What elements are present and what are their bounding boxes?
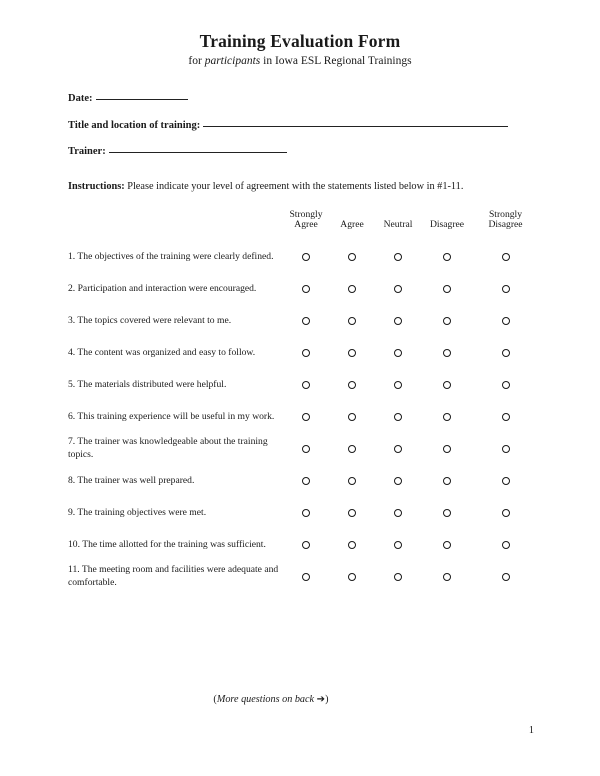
radio-cell[interactable] [473,305,538,337]
radio-button[interactable] [302,349,310,357]
radio-button[interactable] [348,573,356,581]
title-block [0,32,600,69]
radio-button[interactable] [502,413,510,421]
radio-cell[interactable] [329,465,375,497]
radio-cell[interactable] [473,561,538,593]
radio-cell[interactable] [473,433,538,465]
radio-cell[interactable] [329,529,375,561]
column-header-line: Strongly [488,208,523,220]
radio-button[interactable] [443,349,451,357]
radio-cell[interactable] [421,529,473,561]
radio-cell[interactable] [473,273,538,305]
statement-text: 10. The time allotted for the training was sufficient. [68,538,266,550]
radio-button[interactable] [394,381,402,389]
table-row [68,433,538,465]
radio-cell[interactable] [375,465,421,497]
radio-cell[interactable] [375,433,421,465]
radio-cell[interactable] [329,369,375,401]
radio-button[interactable] [502,285,510,293]
radio-button[interactable] [502,477,510,485]
title-location-label: Title and location of training: [68,119,201,131]
radio-cell[interactable] [329,305,375,337]
radio-button[interactable] [443,413,451,421]
radio-button[interactable] [348,253,356,261]
column-header-agree [329,210,375,241]
footer-open-paren: ( [213,694,217,705]
radio-cell[interactable] [473,497,538,529]
field-row-date [68,93,600,106]
table-row [68,497,538,529]
radio-cell[interactable] [283,529,329,561]
radio-cell[interactable] [283,337,329,369]
radio-button[interactable] [302,445,310,453]
right-arrow-icon: ➔ [316,694,326,705]
likert-body [68,241,538,593]
radio-cell[interactable] [473,465,538,497]
radio-cell[interactable] [283,465,329,497]
radio-cell[interactable] [421,497,473,529]
field-row-title-location [68,120,600,133]
radio-cell[interactable] [329,337,375,369]
field-row-trainer [68,146,600,159]
statement-text: 1. The objectives of the training were clearly defined. [68,250,274,262]
radio-cell[interactable] [375,401,421,433]
radio-cell[interactable] [283,305,329,337]
statement-text: 4. The content was organized and easy to follow. [68,346,256,358]
radio-cell[interactable] [421,369,473,401]
radio-cell[interactable] [375,241,421,273]
radio-cell[interactable] [329,497,375,529]
radio-cell[interactable] [375,561,421,593]
column-header-line: Agree [340,219,364,231]
radio-button[interactable] [443,285,451,293]
radio-cell[interactable] [473,337,538,369]
subtitle-emphasis: participants [204,55,261,68]
statement-text: 3. The topics covered were relevant to me. [68,314,232,326]
page-subtitle [0,55,600,69]
radio-cell[interactable] [283,369,329,401]
subtitle-prefix: for [188,55,205,68]
instructions-lead: Instructions: [68,180,125,192]
radio-button[interactable] [302,285,310,293]
radio-cell[interactable] [329,401,375,433]
radio-cell[interactable] [473,529,538,561]
statement-text: 8. The trainer was well prepared. [68,474,195,486]
radio-button[interactable] [302,477,310,485]
table-row [68,401,538,433]
radio-button[interactable] [443,445,451,453]
likert-table [68,210,538,593]
radio-button[interactable] [502,381,510,389]
statement-text: 5. The materials distributed were helpful. [68,378,227,390]
radio-button[interactable] [443,317,451,325]
radio-cell[interactable] [421,273,473,305]
table-row [68,561,538,593]
page-title: Training Evaluation Form [199,31,401,51]
trainer-input[interactable] [109,152,287,153]
footer-close-paren: ) [325,694,329,705]
radio-cell[interactable] [421,561,473,593]
radio-button[interactable] [302,509,310,517]
radio-button[interactable] [394,253,402,261]
radio-button[interactable] [502,349,510,357]
table-row [68,465,538,497]
date-input[interactable] [96,99,188,100]
radio-button[interactable] [302,413,310,421]
column-header-line: Neutral [383,219,413,231]
table-row [68,529,538,561]
radio-cell[interactable] [375,497,421,529]
radio-button[interactable] [502,317,510,325]
radio-button[interactable] [348,477,356,485]
title-location-input[interactable] [203,126,508,127]
radio-button[interactable] [348,413,356,421]
column-header-strongly-agree [283,210,329,241]
column-header-neutral [375,210,421,241]
radio-button[interactable] [302,253,310,261]
radio-button[interactable] [502,445,510,453]
header-fields [0,93,600,159]
radio-button[interactable] [394,477,402,485]
radio-button[interactable] [443,477,451,485]
radio-button[interactable] [348,509,356,517]
radio-button[interactable] [443,541,451,549]
radio-cell[interactable] [473,241,538,273]
table-row [68,241,538,273]
statement-text: 7. The trainer was knowledgeable about the training topics. [68,436,268,461]
trainer-label: Trainer: [68,146,106,158]
instructions [0,181,600,194]
radio-button[interactable] [443,253,451,261]
radio-button[interactable] [502,541,510,549]
statement-text: 11. The meeting room and facilities were adequate and comfortable. [68,564,279,589]
table-row [68,337,538,369]
column-header-line: Disagree [429,219,465,231]
column-header-strongly-disagree [473,210,538,241]
radio-cell[interactable] [375,369,421,401]
radio-cell[interactable] [421,465,473,497]
radio-button[interactable] [302,573,310,581]
radio-button[interactable] [443,573,451,581]
radio-cell[interactable] [283,433,329,465]
radio-cell[interactable] [473,369,538,401]
radio-button[interactable] [394,541,402,549]
statement-column-header [68,210,283,241]
radio-cell[interactable] [283,561,329,593]
column-header-line: Agree [294,219,318,231]
table-row [68,305,538,337]
radio-cell[interactable] [375,305,421,337]
radio-button[interactable] [302,541,310,549]
radio-button[interactable] [348,349,356,357]
date-label: Date: [68,93,93,105]
radio-cell[interactable] [375,273,421,305]
radio-cell[interactable] [421,433,473,465]
radio-button[interactable] [394,509,402,517]
radio-cell[interactable] [421,401,473,433]
subtitle-suffix: in Iowa ESL Regional Trainings [260,55,412,68]
radio-cell[interactable] [329,561,375,593]
statement-text: 2. Participation and interaction were encouraged. [68,282,257,294]
radio-cell[interactable] [375,529,421,561]
likert-header-row [68,210,538,241]
radio-button[interactable] [348,381,356,389]
radio-cell[interactable] [375,337,421,369]
radio-button[interactable] [394,573,402,581]
radio-button[interactable] [443,509,451,517]
radio-cell[interactable] [329,273,375,305]
radio-cell[interactable] [283,401,329,433]
radio-button[interactable] [348,541,356,549]
footer-note [0,694,600,705]
column-header-line: Disagree [488,219,523,231]
radio-button[interactable] [348,285,356,293]
table-row [68,369,538,401]
table-row [68,273,538,305]
column-header-line: Strongly [289,208,323,220]
radio-cell[interactable] [283,241,329,273]
radio-button[interactable] [394,445,402,453]
radio-cell[interactable] [329,241,375,273]
radio-button[interactable] [394,285,402,293]
footer-note-text: More questions on back [216,694,317,705]
likert-matrix [0,210,600,593]
radio-cell[interactable] [329,433,375,465]
radio-cell[interactable] [421,305,473,337]
radio-button[interactable] [302,381,310,389]
statement-text: 6. This training experience will be useful in my work. [68,410,275,422]
page-number: 1 [528,725,534,736]
instructions-text: Please indicate your level of agreement with the statements listed below in #1-11. [124,180,464,192]
radio-button[interactable] [348,445,356,453]
radio-cell[interactable] [283,273,329,305]
radio-button[interactable] [302,317,310,325]
column-header-disagree [421,210,473,241]
radio-cell[interactable] [421,241,473,273]
radio-button[interactable] [502,253,510,261]
radio-button[interactable] [394,413,402,421]
radio-button[interactable] [394,349,402,357]
radio-button[interactable] [394,317,402,325]
radio-cell[interactable] [421,337,473,369]
radio-button[interactable] [502,509,510,517]
radio-cell[interactable] [473,401,538,433]
statement-text: 9. The training objectives were met. [68,506,207,518]
radio-button[interactable] [443,381,451,389]
radio-cell[interactable] [283,497,329,529]
radio-button[interactable] [502,573,510,581]
radio-button[interactable] [348,317,356,325]
